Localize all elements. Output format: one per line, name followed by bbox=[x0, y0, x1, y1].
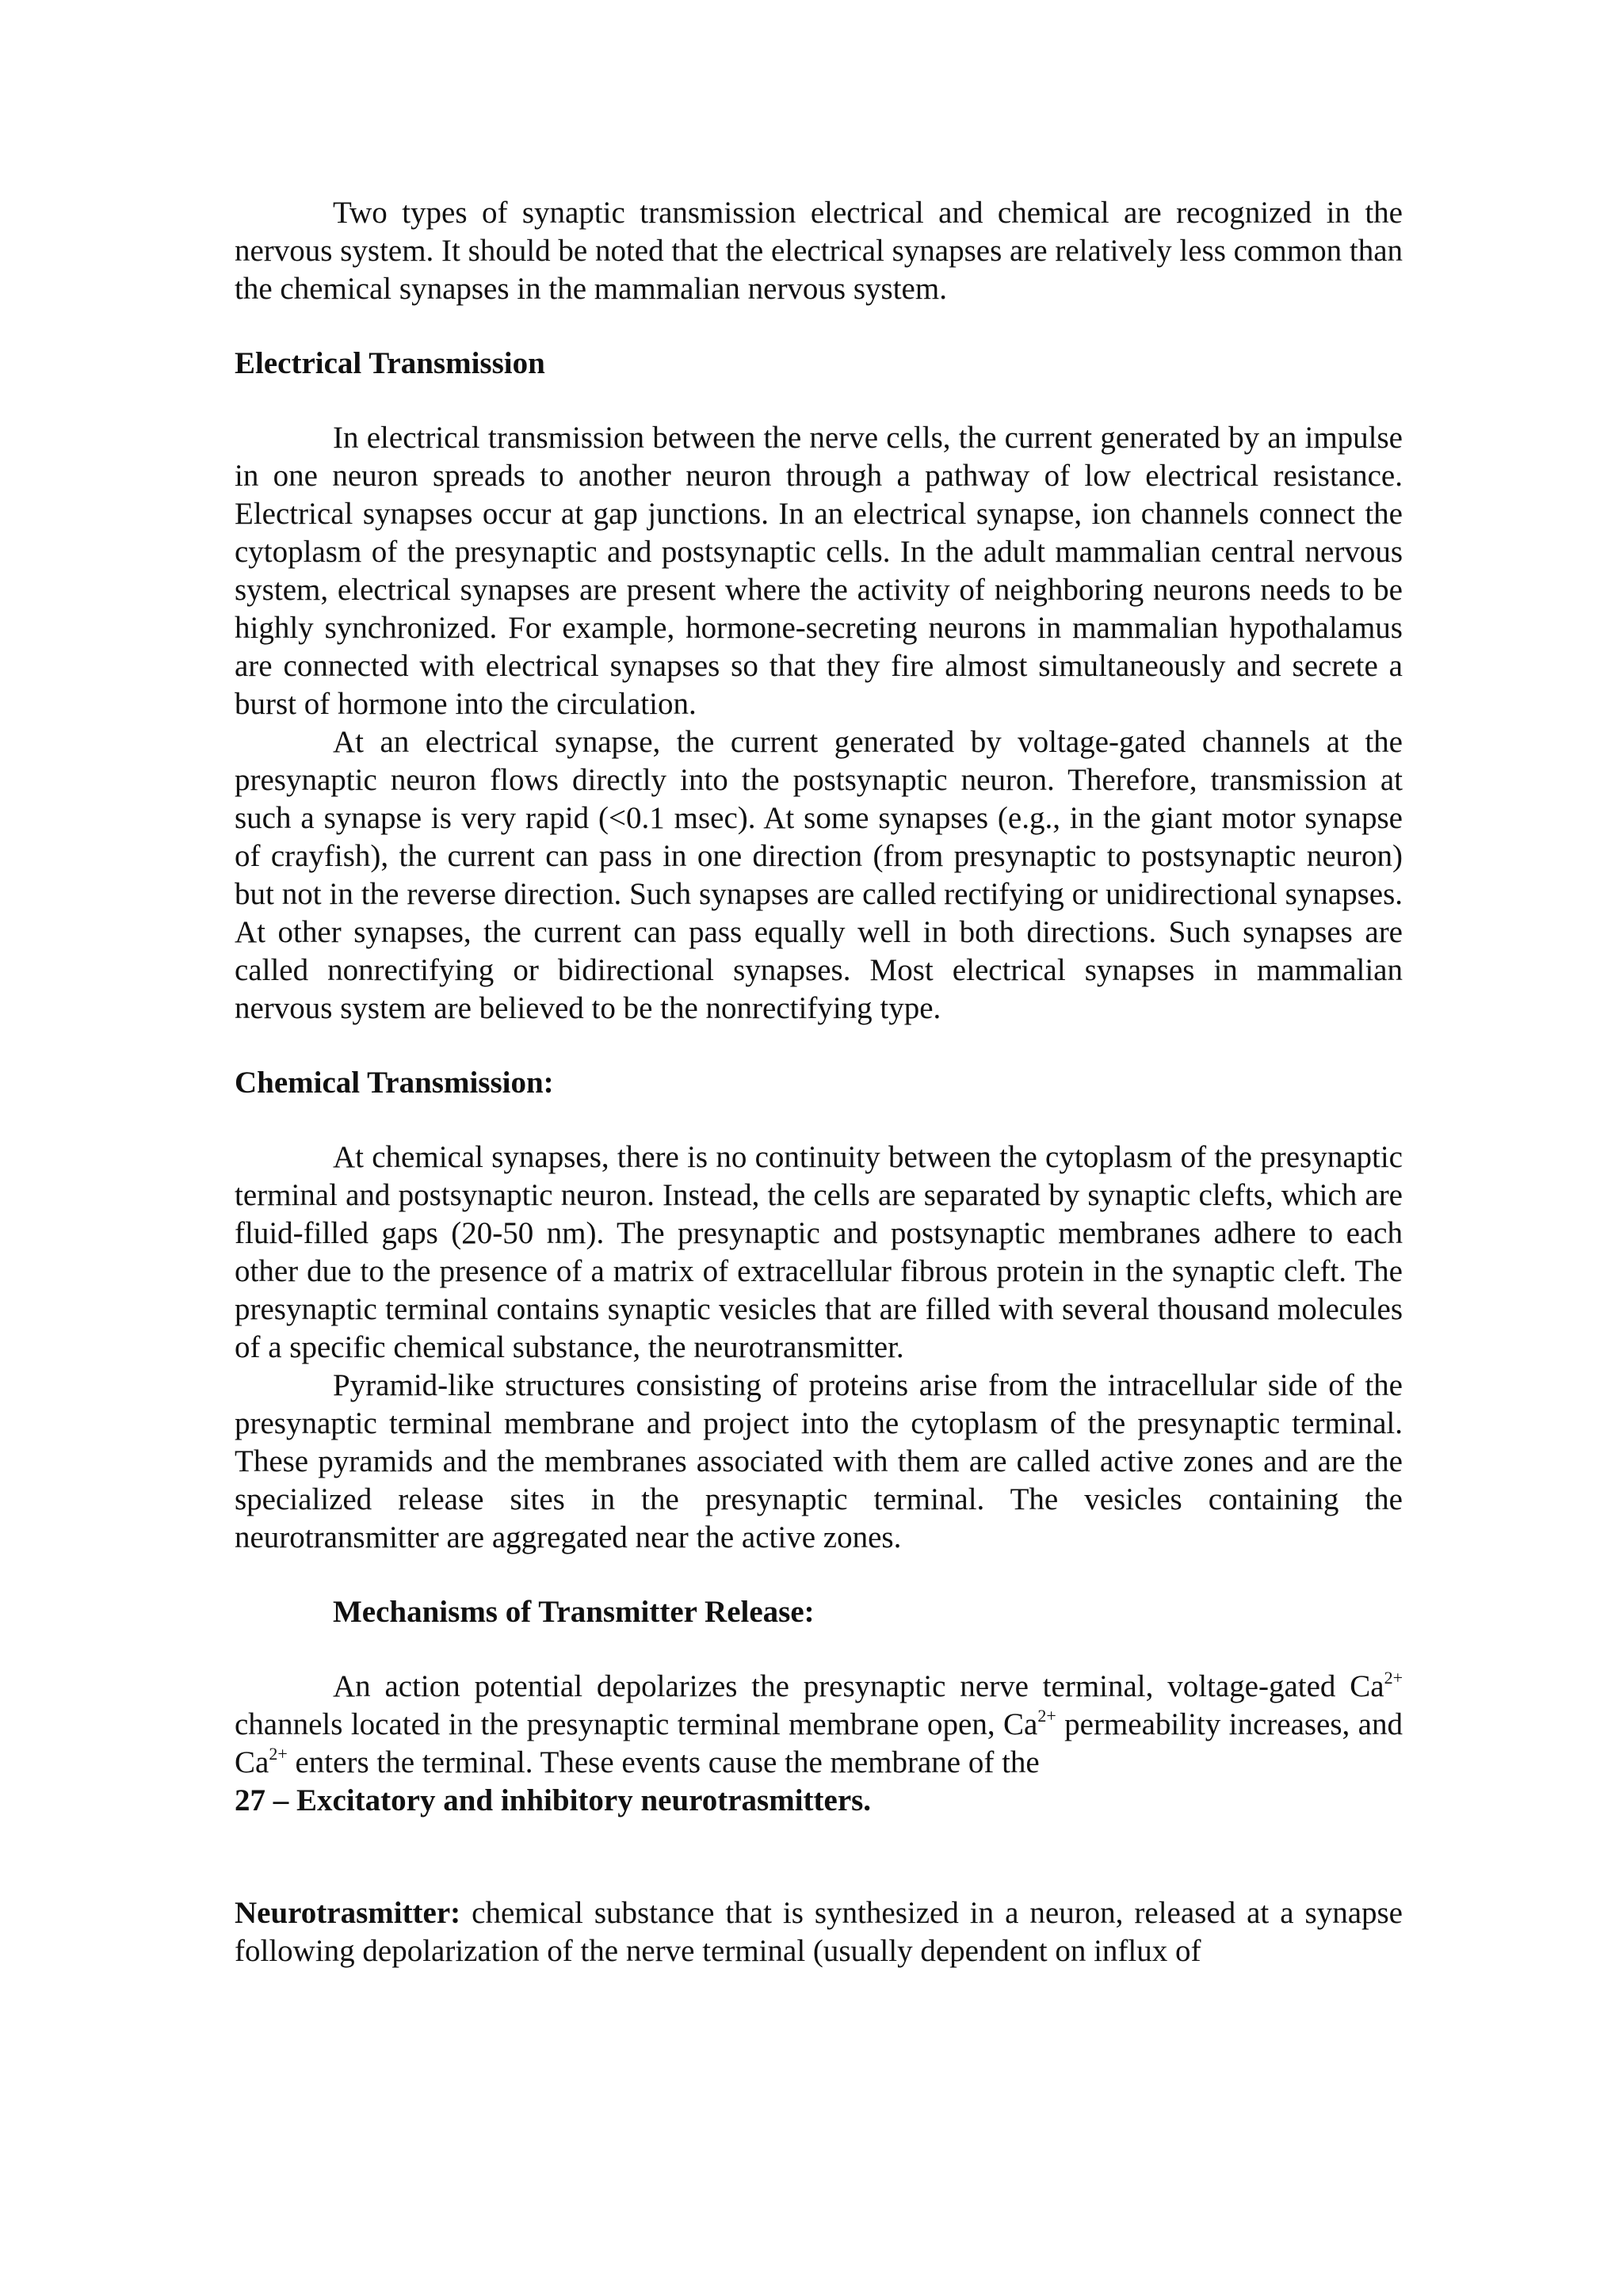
chemical-transmission-heading: Chemical Transmission: bbox=[235, 1066, 554, 1100]
electrical-transmission-heading: Electrical Transmission bbox=[235, 346, 545, 380]
ca-superscript-3: 2+ bbox=[269, 1744, 288, 1764]
document-page bbox=[235, 194, 1403, 1970]
intro-paragraph: Two types of synaptic transmission electrical and chemical are recognized in the nervous system. It should be noted that the electrical synapses are relatively less common than the chemical synapses in the mammalian nervous system. bbox=[235, 196, 1403, 306]
mechanisms-text-1: An action potential depolarizes the presynaptic nerve terminal, voltage-gated Ca bbox=[333, 1669, 1384, 1703]
neurotransmitter-definition-text: chemical substance that is synthesized in a neuron, released at a synapse following depolarization of the nerve terminal (usually dependent on influx of bbox=[235, 1896, 1403, 1968]
mechanisms-text-2: channels located in the presynaptic terminal membrane open, Ca bbox=[235, 1707, 1038, 1741]
mechanisms-text-4: enters the terminal. These events cause the membrane of the bbox=[287, 1745, 1040, 1779]
section-27-heading: 27 – Excitatory and inhibitory neurotrasmitters. bbox=[235, 1783, 872, 1817]
chemical-paragraph-2: Pyramid-like structures consisting of proteins arise from the intracellular side of the presynaptic terminal membrane and project into the cytoplasm of the presynaptic terminal. These pyramids and the membranes associated with them are called active zones and are the specialized release sites in the presynaptic terminal. The vesicles containing the neurotransmitter are aggregated near the active zones. bbox=[235, 1368, 1403, 1554]
electrical-paragraph-2: At an electrical synapse, the current generated by voltage-gated channels at the presynaptic neuron flows directly into the postsynaptic neuron. Therefore, transmission at such a synapse is very rapid (<0.1 msec). At some synapses (e.g., in the giant motor synapse of crayfish), the current can pass in one direction (from presynaptic to postsynaptic neuron) but not in the reverse direction. Such synapses are called rectifying or unidirectional synapses. At other synapses, the current can pass equally well in both directions. Such synapses are called nonrectifying or bidirectional synapses. Most electrical synapses in mammalian nervous system are believed to be the nonrectifying type. bbox=[235, 725, 1403, 1025]
mechanisms-paragraph bbox=[235, 1668, 1403, 1782]
mechanisms-heading: Mechanisms of Transmitter Release: bbox=[333, 1595, 815, 1629]
neurotransmitter-definition bbox=[235, 1894, 1403, 1970]
ca-superscript-2: 2+ bbox=[1037, 1706, 1056, 1726]
neurotransmitter-term: Neurotrasmitter: bbox=[235, 1896, 461, 1930]
mechanisms-text-3: permeability increases, and Ca bbox=[235, 1707, 1403, 1779]
chemical-paragraph-1: At chemical synapses, there is no continuity between the cytoplasm of the presynaptic terminal and postsynaptic neuron. Instead, the cells are separated by synaptic clefts, which are fluid-filled gaps (20-50 nm). The presynaptic and postsynaptic membranes adhere to each other due to the presence of a matrix of extracellular fibrous protein in the synaptic cleft. The presynaptic terminal contains synaptic vesicles that are filled with several thousand molecules of a specific chemical substance, the neurotransmitter. bbox=[235, 1140, 1403, 1364]
electrical-paragraph-1: In electrical transmission between the nerve cells, the current generated by an impulse in one neuron spreads to another neuron through a pathway of low electrical resistance. Electrical synapses occur at gap junctions. In an electrical synapse, ion channels connect the cytoplasm of the presynaptic and postsynaptic cells. In the adult mammalian central nervous system, electrical synapses are present where the activity of neighboring neurons needs to be highly synchronized. For example, hormone-secreting neurons in mammalian hypothalamus are connected with electrical synapses so that they fire almost simultaneously and secrete a burst of hormone into the circulation. bbox=[235, 421, 1403, 721]
ca-superscript-1: 2+ bbox=[1384, 1668, 1403, 1688]
